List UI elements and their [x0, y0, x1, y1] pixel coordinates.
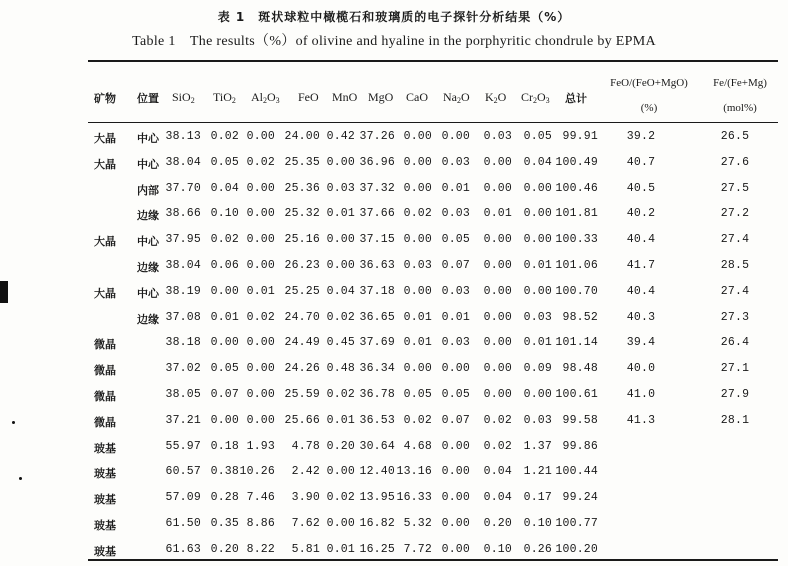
row-value: 0.00: [246, 233, 275, 246]
row-value: 36.34: [359, 362, 395, 375]
row-value: 0.05: [403, 388, 432, 401]
row-value: 0.00: [483, 285, 512, 298]
row-value: 38.13: [165, 130, 201, 143]
row-value: 100.20: [555, 543, 598, 556]
row-value: 0.01: [523, 336, 552, 349]
header-mgo: MgO: [368, 90, 394, 104]
row-feo-ratio: 40.2: [626, 207, 656, 220]
row-value: 0.05: [523, 130, 552, 143]
row-value: 0.01: [246, 285, 275, 298]
row-value: 0.00: [441, 362, 470, 375]
header-rule: [88, 122, 778, 123]
row-position: 边缘: [137, 313, 159, 326]
row-value: 0.00: [246, 130, 275, 143]
row-value: 3.90: [291, 491, 320, 504]
row-value: 1.21: [523, 465, 552, 478]
row-mineral: 玻基: [94, 442, 116, 455]
row-value: 100.44: [555, 465, 598, 478]
row-value: 25.66: [284, 414, 320, 427]
header-mno: MnO: [332, 90, 358, 104]
row-value: 24.26: [284, 362, 320, 375]
row-value: 0.17: [523, 491, 552, 504]
header-feo: FeO: [298, 90, 319, 104]
row-fe-ratio: 28.1: [720, 414, 750, 427]
row-value: 0.10: [483, 543, 512, 556]
bottom-rule: [88, 559, 778, 561]
row-value: 24.49: [284, 336, 320, 349]
row-value: 0.00: [523, 388, 552, 401]
row-value: 0.00: [441, 543, 470, 556]
header-al2o3: $Al_2O_3$: [251, 90, 280, 105]
header-k2o: $K_2O$: [485, 90, 507, 105]
row-value: 0.05: [441, 388, 470, 401]
row-fe-ratio: 27.4: [720, 285, 750, 298]
row-feo-ratio: 41.7: [626, 259, 656, 272]
row-mineral: 玻基: [94, 545, 116, 558]
row-fe-ratio: 27.5: [720, 182, 750, 195]
row-value: 0.38: [210, 465, 239, 478]
row-value: 0.02: [483, 440, 512, 453]
row-value: 100.77: [555, 517, 598, 530]
row-value: 37.32: [359, 182, 395, 195]
row-value: 0.00: [523, 233, 552, 246]
row-value: 0.00: [210, 414, 239, 427]
header-position: 位置: [137, 92, 159, 105]
row-value: 0.06: [210, 259, 239, 272]
scan-speck: [19, 477, 22, 480]
row-value: 61.63: [165, 543, 201, 556]
row-value: 0.01: [403, 311, 432, 324]
row-value: 10.26: [239, 465, 275, 478]
row-value: 0.00: [441, 517, 470, 530]
row-value: 0.42: [326, 130, 355, 143]
row-fe-ratio: 27.2: [720, 207, 750, 220]
row-fe-ratio: 28.5: [720, 259, 750, 272]
row-value: 0.00: [326, 465, 355, 478]
row-value: 0.04: [483, 491, 512, 504]
header-na2o: $Na_2O$: [443, 90, 470, 105]
row-feo-ratio: 40.3: [626, 311, 656, 324]
row-value: 0.02: [483, 414, 512, 427]
row-position: 中心: [137, 158, 159, 171]
row-value: 0.01: [441, 311, 470, 324]
row-value: 0.45: [326, 336, 355, 349]
row-value: 0.05: [210, 362, 239, 375]
row-value: 0.28: [210, 491, 239, 504]
row-value: 0.03: [326, 182, 355, 195]
row-value: 0.48: [326, 362, 355, 375]
row-fe-ratio: 27.6: [720, 156, 750, 169]
row-mineral: 大晶: [94, 132, 116, 145]
scan-edge-mark: [0, 281, 8, 303]
row-value: 0.01: [210, 311, 239, 324]
row-value: 0.00: [483, 311, 512, 324]
row-value: 38.19: [165, 285, 201, 298]
row-value: 36.63: [359, 259, 395, 272]
row-value: 0.02: [246, 311, 275, 324]
header-fe-ratio: Fe/(Fe+Mg): [713, 77, 767, 89]
row-value: 0.20: [326, 440, 355, 453]
row-value: 0.04: [483, 465, 512, 478]
row-value: 0.00: [441, 465, 470, 478]
row-fe-ratio: 27.4: [720, 233, 750, 246]
row-mineral: 微晶: [94, 364, 116, 377]
row-value: 0.04: [326, 285, 355, 298]
row-value: 36.65: [359, 311, 395, 324]
row-value: 37.21: [165, 414, 201, 427]
row-value: 2.42: [291, 465, 320, 478]
row-value: 24.70: [284, 311, 320, 324]
row-value: 0.00: [483, 259, 512, 272]
top-rule: [88, 60, 778, 62]
row-value: 0.00: [326, 259, 355, 272]
row-value: 16.33: [396, 491, 432, 504]
row-value: 100.70: [555, 285, 598, 298]
row-value: 0.00: [246, 336, 275, 349]
row-value: 37.70: [165, 182, 201, 195]
row-value: 0.03: [403, 259, 432, 272]
row-value: 7.46: [246, 491, 275, 504]
row-value: 0.01: [483, 207, 512, 220]
row-value: 100.49: [555, 156, 598, 169]
row-value: 37.08: [165, 311, 201, 324]
row-feo-ratio: 40.7: [626, 156, 656, 169]
row-value: 24.00: [284, 130, 320, 143]
row-value: 36.53: [359, 414, 395, 427]
row-value: 37.15: [359, 233, 395, 246]
row-value: 0.01: [326, 543, 355, 556]
header-total: 总计: [565, 92, 587, 105]
row-value: 1.93: [246, 440, 275, 453]
row-value: 38.18: [165, 336, 201, 349]
row-value: 0.07: [441, 259, 470, 272]
row-value: 0.00: [483, 182, 512, 195]
row-value: 0.02: [403, 414, 432, 427]
row-value: 0.00: [403, 156, 432, 169]
row-value: 99.24: [562, 491, 598, 504]
row-value: 0.02: [326, 491, 355, 504]
row-value: 0.00: [483, 336, 512, 349]
row-value: 0.02: [326, 311, 355, 324]
row-value: 0.00: [483, 156, 512, 169]
row-value: 0.00: [246, 259, 275, 272]
row-value: 0.04: [523, 156, 552, 169]
row-value: 0.00: [403, 182, 432, 195]
row-value: 0.02: [246, 156, 275, 169]
row-value: 25.59: [284, 388, 320, 401]
row-mineral: 大晶: [94, 287, 116, 300]
row-value: 0.00: [523, 207, 552, 220]
row-position: 边缘: [137, 261, 159, 274]
row-value: 0.00: [403, 233, 432, 246]
row-value: 57.09: [165, 491, 201, 504]
row-mineral: 微晶: [94, 416, 116, 429]
row-value: 100.33: [555, 233, 598, 246]
header-cr2o3: $Cr_2O_3$: [521, 90, 550, 105]
row-value: 100.46: [555, 182, 598, 195]
row-value: 0.00: [210, 285, 239, 298]
row-feo-ratio: 41.0: [626, 388, 656, 401]
row-mineral: 微晶: [94, 390, 116, 403]
row-value: 8.86: [246, 517, 275, 530]
row-value: 25.35: [284, 156, 320, 169]
row-value: 0.03: [523, 311, 552, 324]
row-value: 1.37: [523, 440, 552, 453]
header-mineral: 矿物: [94, 92, 116, 105]
row-value: 0.07: [441, 414, 470, 427]
row-value: 25.36: [284, 182, 320, 195]
row-value: 101.81: [555, 207, 598, 220]
row-value: 12.40: [359, 465, 395, 478]
row-value: 0.00: [246, 388, 275, 401]
row-value: 16.25: [359, 543, 395, 556]
row-value: 37.95: [165, 233, 201, 246]
row-value: 101.06: [555, 259, 598, 272]
row-position: 中心: [137, 235, 159, 248]
row-value: 0.01: [441, 182, 470, 195]
row-value: 60.57: [165, 465, 201, 478]
row-mineral: 大晶: [94, 158, 116, 171]
row-value: 0.05: [441, 233, 470, 246]
row-value: 37.18: [359, 285, 395, 298]
row-value: 98.48: [562, 362, 598, 375]
row-value: 0.00: [483, 362, 512, 375]
row-value: 8.22: [246, 543, 275, 556]
row-value: 0.26: [523, 543, 552, 556]
row-value: 0.00: [403, 130, 432, 143]
row-value: 37.66: [359, 207, 395, 220]
row-position: 内部: [137, 184, 159, 197]
table-title-english: Table 1 The results（%）of olivine and hyaline in the porphyritic chondrule by EPMA: [132, 34, 656, 49]
row-mineral: 玻基: [94, 467, 116, 480]
row-value: 0.02: [403, 207, 432, 220]
row-value: 0.00: [246, 207, 275, 220]
row-value: 0.00: [483, 388, 512, 401]
row-value: 13.95: [359, 491, 395, 504]
row-value: 36.96: [359, 156, 395, 169]
row-fe-ratio: 27.1: [720, 362, 750, 375]
row-value: 4.68: [403, 440, 432, 453]
row-value: 0.10: [210, 207, 239, 220]
row-feo-ratio: 40.4: [626, 233, 656, 246]
row-value: 0.00: [403, 285, 432, 298]
row-fe-ratio: 27.3: [720, 311, 750, 324]
row-value: 0.00: [441, 491, 470, 504]
row-fe-ratio: 26.5: [720, 130, 750, 143]
row-value: 0.00: [326, 517, 355, 530]
row-value: 55.97: [165, 440, 201, 453]
row-value: 13.16: [396, 465, 432, 478]
row-value: 99.58: [562, 414, 598, 427]
row-value: 0.01: [523, 259, 552, 272]
row-feo-ratio: 40.5: [626, 182, 656, 195]
row-value: 0.00: [326, 156, 355, 169]
row-value: 0.00: [403, 362, 432, 375]
row-value: 38.05: [165, 388, 201, 401]
row-value: 0.02: [210, 233, 239, 246]
header-feo-ratio: FeO/(FeO+MgO): [610, 77, 688, 89]
row-value: 99.91: [562, 130, 598, 143]
row-value: 0.02: [326, 388, 355, 401]
row-value: 4.78: [291, 440, 320, 453]
row-value: 0.02: [210, 130, 239, 143]
row-value: 0.35: [210, 517, 239, 530]
row-fe-ratio: 26.4: [720, 336, 750, 349]
row-value: 16.82: [359, 517, 395, 530]
row-mineral: 玻基: [94, 493, 116, 506]
row-value: 100.61: [555, 388, 598, 401]
row-value: 7.62: [291, 517, 320, 530]
row-value: 61.50: [165, 517, 201, 530]
row-mineral: 玻基: [94, 519, 116, 532]
row-value: 0.00: [246, 362, 275, 375]
row-value: 38.04: [165, 259, 201, 272]
row-value: 36.78: [359, 388, 395, 401]
row-feo-ratio: 40.0: [626, 362, 656, 375]
row-value: 0.01: [326, 414, 355, 427]
row-value: 0.05: [210, 156, 239, 169]
row-value: 25.25: [284, 285, 320, 298]
row-value: 37.02: [165, 362, 201, 375]
header-sio2: SiO$_2$: [172, 90, 195, 105]
row-value: 0.00: [523, 182, 552, 195]
row-value: 0.03: [441, 207, 470, 220]
row-value: 38.66: [165, 207, 201, 220]
row-feo-ratio: 40.4: [626, 285, 656, 298]
row-feo-ratio: 41.3: [626, 414, 656, 427]
row-value: 99.86: [562, 440, 598, 453]
row-value: 101.14: [555, 336, 598, 349]
row-value: 0.03: [441, 336, 470, 349]
row-position: 中心: [137, 132, 159, 145]
row-value: 0.18: [210, 440, 239, 453]
row-value: 0.03: [441, 285, 470, 298]
row-value: 0.00: [326, 233, 355, 246]
row-feo-ratio: 39.2: [626, 130, 656, 143]
row-value: 98.52: [562, 311, 598, 324]
row-value: 0.03: [441, 156, 470, 169]
row-value: 0.00: [523, 285, 552, 298]
header-tio2: TiO$_2$: [213, 90, 236, 105]
row-value: 37.26: [359, 130, 395, 143]
row-fe-ratio: 27.9: [720, 388, 750, 401]
row-value: 0.20: [483, 517, 512, 530]
row-value: 30.64: [359, 440, 395, 453]
row-position: 中心: [137, 287, 159, 300]
scan-speck: [12, 421, 15, 424]
row-value: 0.00: [246, 182, 275, 195]
row-value: 0.10: [523, 517, 552, 530]
table-title-chinese: 表 1 斑状球粒中橄榄石和玻璃质的电子探针分析结果（%）: [217, 10, 571, 24]
header-cao: CaO: [406, 90, 428, 104]
row-feo-ratio: 39.4: [626, 336, 656, 349]
row-value: 25.16: [284, 233, 320, 246]
row-mineral: 微晶: [94, 338, 116, 351]
row-value: 0.00: [441, 440, 470, 453]
row-value: 0.00: [210, 336, 239, 349]
row-value: 5.32: [403, 517, 432, 530]
row-value: 38.04: [165, 156, 201, 169]
row-value: 0.01: [403, 336, 432, 349]
row-value: 0.20: [210, 543, 239, 556]
row-value: 0.00: [483, 233, 512, 246]
row-value: 0.04: [210, 182, 239, 195]
row-value: 0.01: [326, 207, 355, 220]
row-value: 0.03: [523, 414, 552, 427]
row-value: 0.00: [246, 414, 275, 427]
row-position: 边缘: [137, 209, 159, 222]
header-fe-ratio-unit: (mol%): [723, 102, 757, 114]
header-feo-ratio-unit: (%): [640, 102, 658, 114]
row-value: 5.81: [291, 543, 320, 556]
row-value: 37.69: [359, 336, 395, 349]
row-value: 0.09: [523, 362, 552, 375]
row-value: 25.32: [284, 207, 320, 220]
row-value: 7.72: [403, 543, 432, 556]
row-value: 0.03: [483, 130, 512, 143]
row-value: 26.23: [284, 259, 320, 272]
row-value: 0.07: [210, 388, 239, 401]
row-value: 0.00: [441, 130, 470, 143]
row-mineral: 大晶: [94, 235, 116, 248]
